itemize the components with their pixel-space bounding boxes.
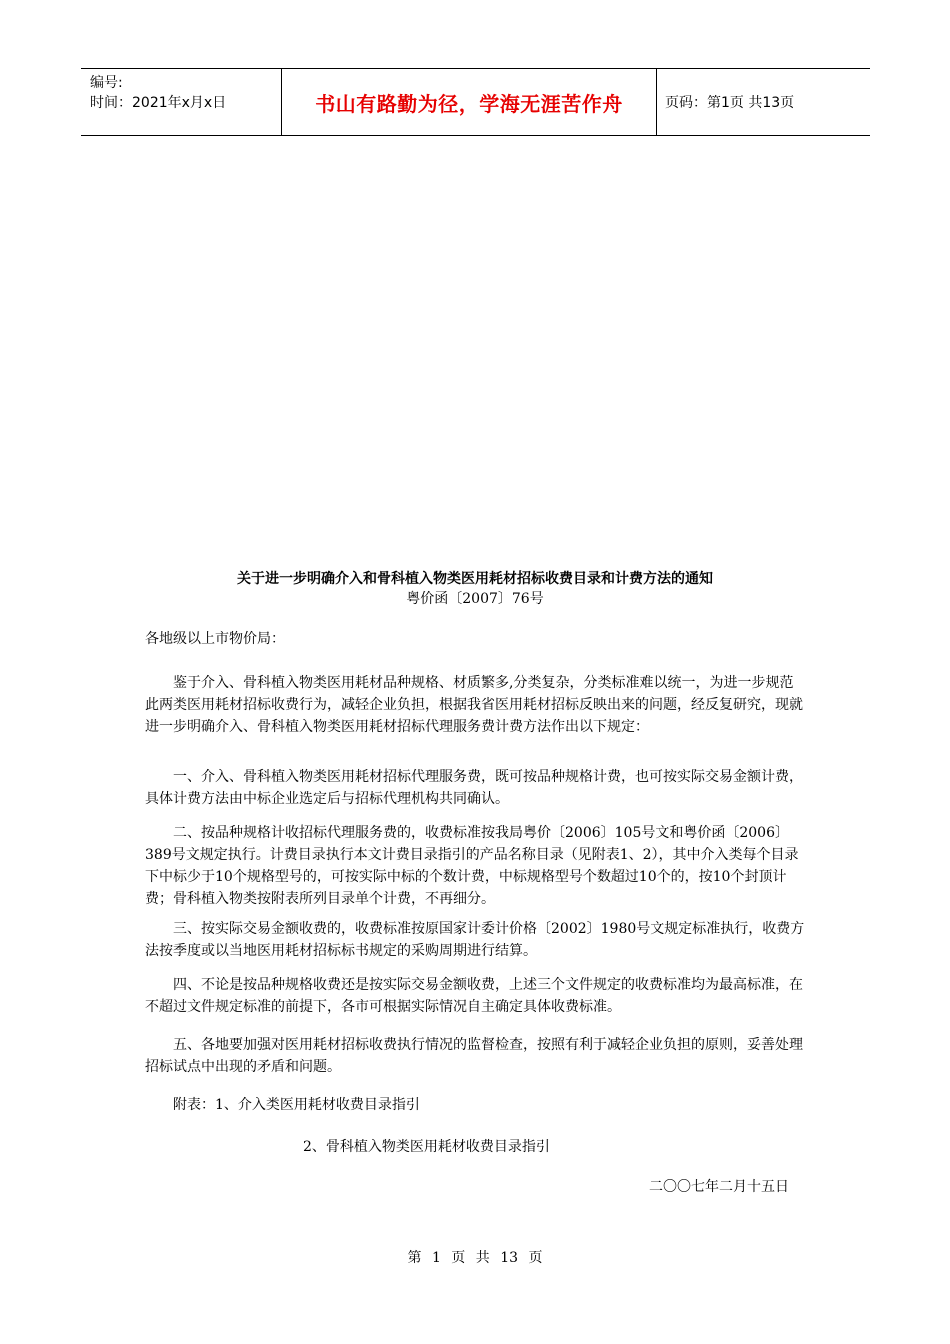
document-title: 关于进一步明确介入和骨科植入物类医用耗材招标收费目录和计费方法的通知	[237, 571, 713, 587]
document-date: 二〇〇七年二月十五日	[649, 1179, 789, 1195]
paragraph-2: 二、按品种规格计收招标代理服务费的，收费标准按我局粤价〔2006〕105号文和粤价函〔2006〕389号文规定执行。计费目录执行本文计费目录指引的产品名称目录（见附表1、2），其中介入类每个目录下中标少于10个规格型号的，可按实际中标的个数计费，中标规格型号个数超过10个的，按10个封顶计费；骨科植入物类按附表所列目录单个计费，不再细分。	[145, 825, 799, 907]
page-info: 页码：第1页 共13页	[665, 95, 795, 111]
header-left-cell	[81, 69, 282, 135]
document-number: 粤价函〔2007〕76号	[406, 591, 544, 607]
paragraph-preamble: 鉴于介入、骨科植入物类医用耗材品种规格、材质繁多,分类复杂，分类标准难以统一，为进一步规范此两类医用耗材招标收费行为，减轻企业负担，根据我省医用耗材招标反映出来的问题，经反复研究，现就进一步明确介入、骨科植入物类医用耗材招标代理服务费计费方法作出以下规定：	[145, 675, 803, 735]
motto: 书山有路勤为径，学海无涯苦作舟	[282, 69, 657, 135]
header-table	[81, 68, 870, 136]
page-footer: 第 1 页 共 13 页	[407, 1250, 543, 1266]
attachment-1: 附表：1、介入类医用耗材收费目录指引	[173, 1097, 420, 1113]
paragraph-4: 四、不论是按品种规格收费还是按实际交易金额收费，上述三个文件规定的收费标准均为最高标准，在不超过文件规定标准的前提下，各市可根据实际情况自主确定具体收费标准。	[145, 977, 803, 1015]
time-label: 时间：2021年x月x日	[90, 95, 227, 111]
paragraph-1: 一、介入、骨科植入物类医用耗材招标代理服务费，既可按品种规格计费，也可按实际交易金额计费，具体计费方法由中标企业选定后与招标代理机构共同确认。	[145, 769, 803, 807]
serial-number-label: 编号:	[90, 75, 123, 91]
paragraph-5: 五、各地要加强对医用耗材招标收费执行情况的监督检查，按照有利于减轻企业负担的原则，妥善处理招标试点中出现的矛盾和问题。	[145, 1037, 803, 1075]
paragraph-3: 三、按实际交易金额收费的，收费标准按原国家计委计价格〔2002〕1980号文规定标准执行，收费方法按季度或以当地医用耗材招标标书规定的采购周期进行结算。	[145, 921, 805, 959]
salutation: 各地级以上市物价局：	[145, 631, 285, 647]
attachment-2: 2、骨科植入物类医用耗材收费目录指引	[303, 1139, 550, 1155]
